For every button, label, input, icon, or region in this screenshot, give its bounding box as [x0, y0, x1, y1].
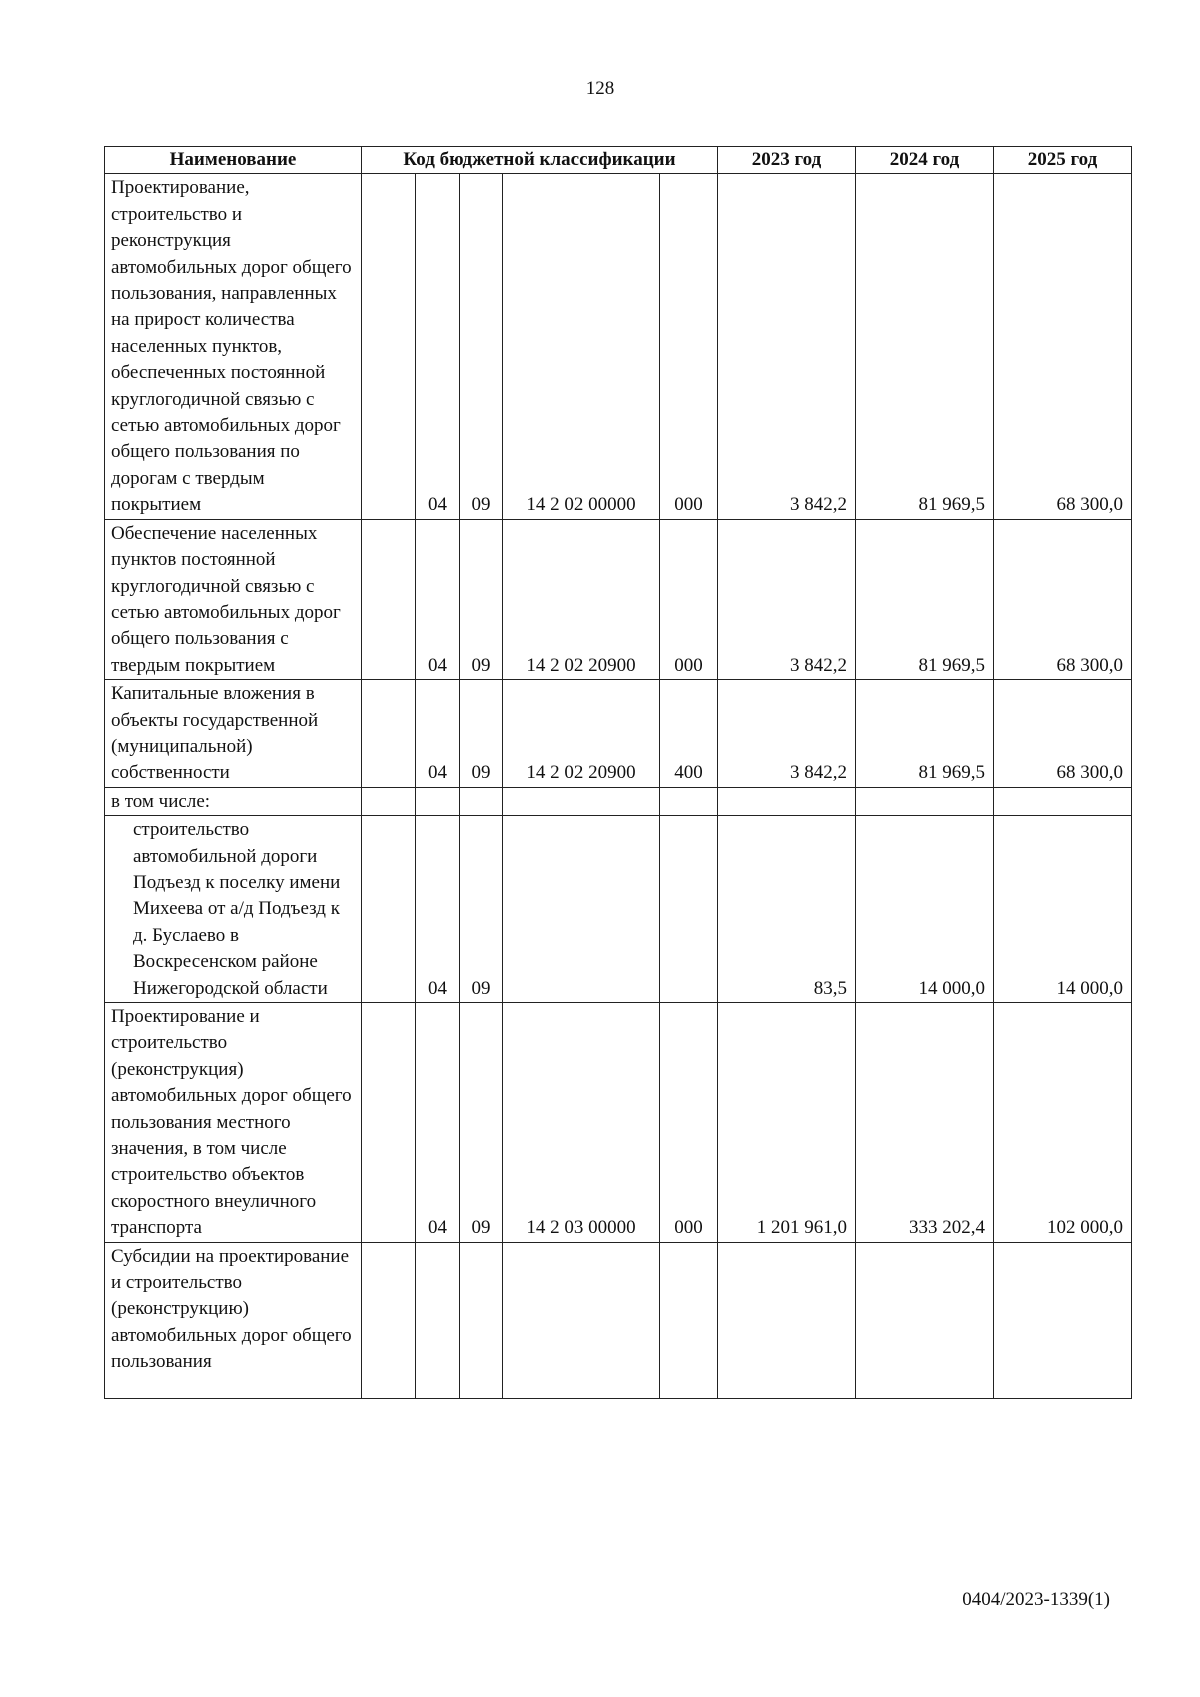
code-target: 14 2 03 00000 — [503, 1003, 660, 1243]
value-2025: 68 300,0 — [994, 519, 1132, 679]
row-name: Субсидии на проектирование и строительство (реконструкцию) автомобильных дорог общего пользования — [105, 1242, 362, 1398]
table-row — [105, 1003, 1132, 1243]
code-section: 04 — [416, 1003, 460, 1243]
value-2024 — [856, 787, 994, 815]
value-2024: 14 000,0 — [856, 816, 994, 1003]
row-name: в том числе: — [105, 787, 362, 815]
value-2025: 102 000,0 — [994, 1003, 1132, 1243]
code-section: 04 — [416, 816, 460, 1003]
table-row — [105, 174, 1132, 519]
code-part-0 — [362, 519, 416, 679]
table-row — [105, 816, 1132, 1003]
value-2023: 3 842,2 — [718, 174, 856, 519]
header-name: Наименование — [105, 147, 362, 174]
code-part-0 — [362, 816, 416, 1003]
code-part-0 — [362, 1242, 416, 1398]
code-part-0 — [362, 787, 416, 815]
code-part-0 — [362, 174, 416, 519]
code-target: 14 2 02 00000 — [503, 174, 660, 519]
header-2023: 2023 год — [718, 147, 856, 174]
row-name: Обеспечение населенных пунктов постоянной круглогодичной связью с сетью автомобильных дорог общего пользования с твердым покрытием — [105, 519, 362, 679]
code-section — [416, 787, 460, 815]
code-target: 14 2 02 20900 — [503, 519, 660, 679]
value-2023 — [718, 787, 856, 815]
table-row — [105, 519, 1132, 679]
code-expense-type — [660, 1242, 718, 1398]
header-code: Код бюджетной классификации — [362, 147, 718, 174]
value-2024: 333 202,4 — [856, 1003, 994, 1243]
value-2023: 83,5 — [718, 816, 856, 1003]
code-part-0 — [362, 680, 416, 788]
value-2025: 68 300,0 — [994, 680, 1132, 788]
code-subsection: 09 — [460, 174, 503, 519]
code-expense-type: 400 — [660, 680, 718, 788]
document-id: 0404/2023-1339(1) — [962, 1589, 1110, 1610]
code-expense-type: 000 — [660, 519, 718, 679]
value-2025 — [994, 1242, 1132, 1398]
value-2024: 81 969,5 — [856, 519, 994, 679]
code-section: 04 — [416, 680, 460, 788]
page-number: 128 — [585, 78, 615, 99]
value-2024: 81 969,5 — [856, 174, 994, 519]
code-subsection: 09 — [460, 816, 503, 1003]
row-name: Капитальные вложения в объекты государственной (муниципальной) собственности — [105, 680, 362, 788]
code-section — [416, 1242, 460, 1398]
row-name: Проектирование, строительство и реконструкция автомобильных дорог общего пользования, направленных на прирост количества населенных пунктов, обеспеченных постоянной круглогодичной связью с сетью автомобильных дорог общего пользования по дорогам с твердым покрытием — [105, 174, 362, 519]
code-target — [503, 816, 660, 1003]
value-2023: 1 201 961,0 — [718, 1003, 856, 1243]
table-header-row — [105, 147, 1132, 174]
code-target — [503, 787, 660, 815]
code-part-0 — [362, 1003, 416, 1243]
value-2024 — [856, 1242, 994, 1398]
code-expense-type — [660, 787, 718, 815]
budget-table — [104, 146, 1132, 1399]
value-2023 — [718, 1242, 856, 1398]
code-subsection — [460, 1242, 503, 1398]
value-2025 — [994, 787, 1132, 815]
header-2025: 2025 год — [994, 147, 1132, 174]
code-expense-type: 000 — [660, 1003, 718, 1243]
code-expense-type — [660, 816, 718, 1003]
code-subsection — [460, 787, 503, 815]
value-2023: 3 842,2 — [718, 680, 856, 788]
table-row — [105, 1242, 1132, 1398]
row-name: строительство автомобильной дороги Подъезд к поселку имени Михеева от а/д Подъезд к д. Буслаево в Воскресенском районе Нижегородской области — [105, 816, 362, 1003]
code-target — [503, 1242, 660, 1398]
code-subsection: 09 — [460, 519, 503, 679]
table-row — [105, 680, 1132, 788]
code-expense-type: 000 — [660, 174, 718, 519]
code-section: 04 — [416, 519, 460, 679]
table-row — [105, 787, 1132, 815]
value-2025: 68 300,0 — [994, 174, 1132, 519]
code-subsection: 09 — [460, 1003, 503, 1243]
value-2025: 14 000,0 — [994, 816, 1132, 1003]
row-name: Проектирование и строительство (реконструкция) автомобильных дорог общего пользования местного значения, в том числе строительство объектов скоростного внеуличного транспорта — [105, 1003, 362, 1243]
header-2024: 2024 год — [856, 147, 994, 174]
value-2024: 81 969,5 — [856, 680, 994, 788]
code-section: 04 — [416, 174, 460, 519]
code-target: 14 2 02 20900 — [503, 680, 660, 788]
value-2023: 3 842,2 — [718, 519, 856, 679]
code-subsection: 09 — [460, 680, 503, 788]
